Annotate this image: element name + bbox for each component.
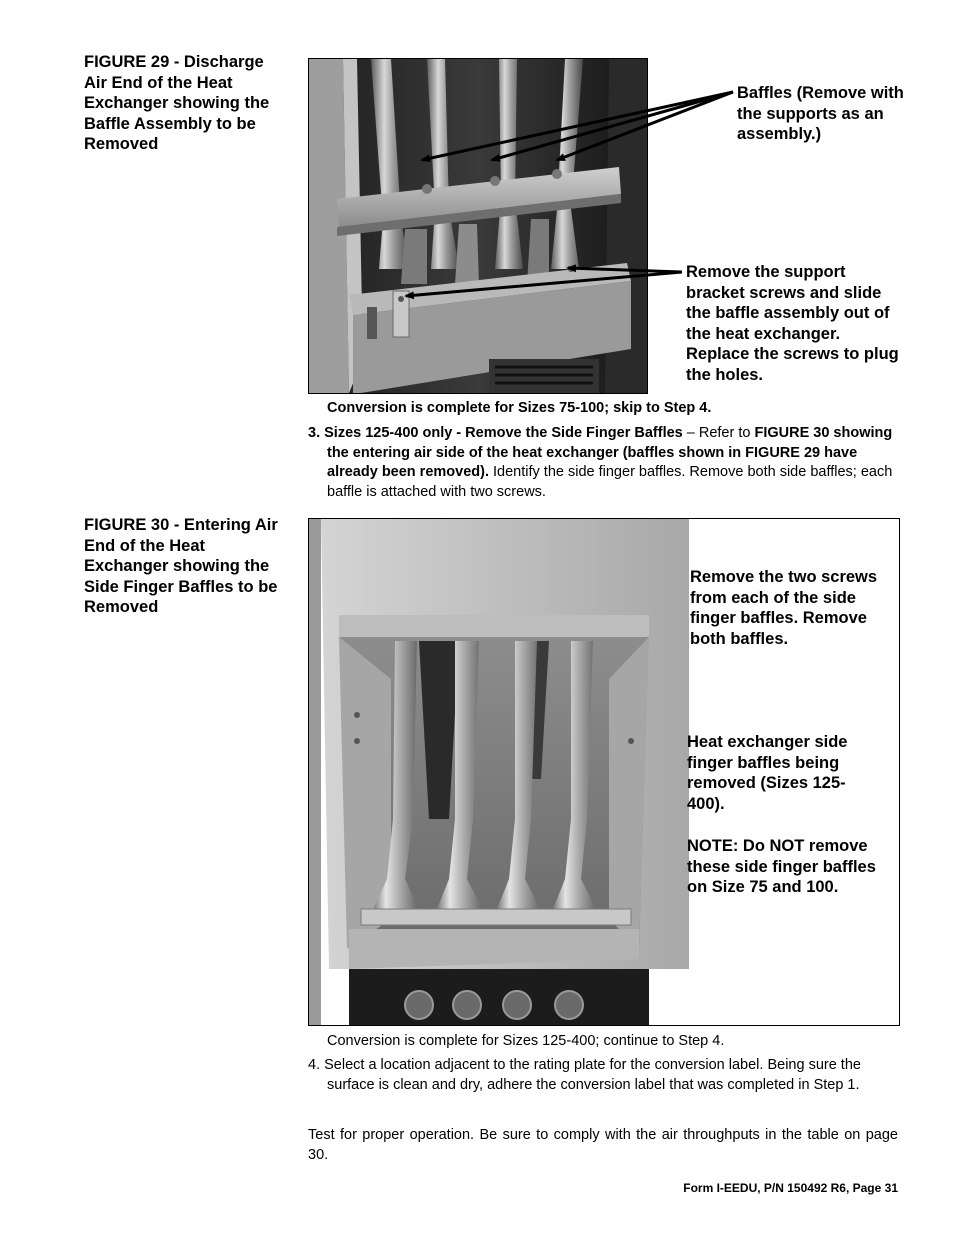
arrow-baffle-1: [422, 92, 733, 160]
step-3-figure-ref: FIGURE 30 showing the entering air side of the heat exchanger (baffles shown in FIGURE 29 have already been removed).: [327, 425, 893, 480]
step-note-sizes-125-400: Conversion is complete for Sizes 125-400; continue to Step 4.: [327, 1033, 725, 1049]
callout-baffles: Baffles (Remove with the supports as an assembly.): [737, 84, 904, 144]
figure-29-caption: FIGURE 29 - Discharge Air End of the Heat Exchanger showing the Baffle Assembly to be Removed: [84, 53, 270, 154]
figure-30-caption: FIGURE 30 - Entering Air End of the Heat Exchanger showing the Side Finger Baffles to be Removed: [84, 516, 278, 617]
test-operation-text: Test for proper operation. Be sure to comply with the air throughputs in the table on page 30.: [308, 1127, 898, 1163]
arrow-support-2: [406, 272, 682, 296]
step-3-rest: Identify the side finger baffles. Remove both side baffles; each baffle is attached with two screws.: [327, 464, 893, 500]
callout-support-bracket: Remove the support bracket screws and slide the baffle assembly out of the heat exchanger. Replace the screws to plug the holes.: [686, 263, 899, 384]
callout-remove-screws: Remove the two screws from each of the side finger baffles. Remove both baffles.: [690, 568, 878, 648]
page-footer: Form I-EEDU, P/N 150492 R6, Page 31: [683, 1181, 898, 1195]
step-3-title: Sizes 125-400 only - Remove the Side Finger Baffles: [324, 425, 683, 441]
step-3-text: [308, 424, 902, 502]
arrow-support-1: [568, 268, 682, 272]
step-note-sizes-75-100: Conversion is complete for Sizes 75-100; skip to Step 4.: [327, 400, 712, 416]
figure-30-photo: [309, 519, 689, 1025]
step-4-text: 4. Select a location adjacent to the rating plate for the conversion label. Being sure the surface is clean and dry, adhere the conversion label that was completed in Step 1.: [308, 1057, 861, 1093]
callout-side-finger-baffles: Heat exchanger side finger baffles being removed (Sizes 125-400).: [687, 733, 848, 813]
step-3-refer: – Refer to: [682, 425, 755, 441]
callout-note-size-75-100: NOTE: Do NOT remove these side finger baffles on Size 75 and 100.: [687, 837, 876, 897]
step-3-number: 3.: [308, 425, 321, 441]
arrow-baffle-2: [492, 92, 733, 160]
